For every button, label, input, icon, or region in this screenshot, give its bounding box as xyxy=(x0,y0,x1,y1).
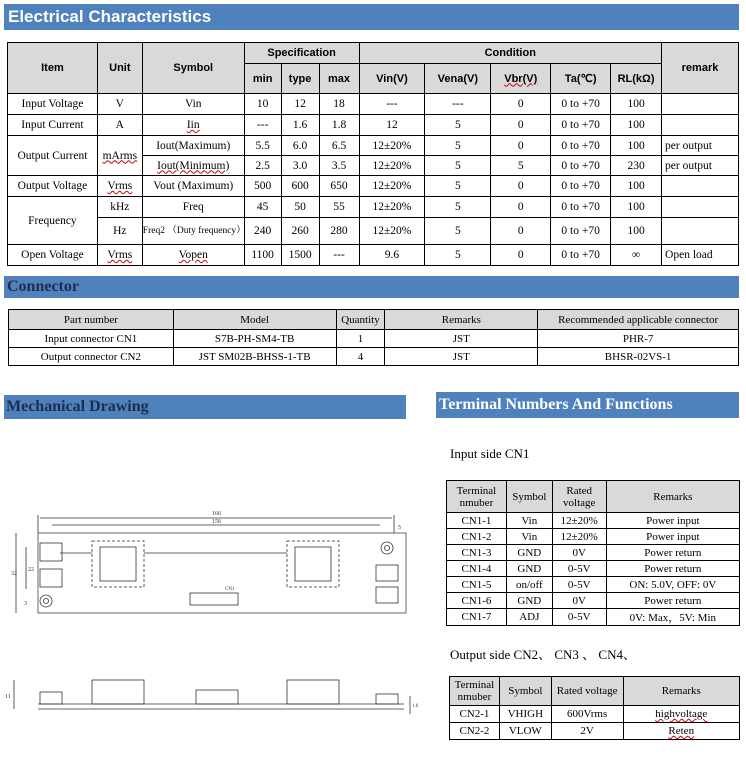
unit-cell: Vrms xyxy=(97,176,142,197)
table-row xyxy=(8,136,739,156)
electrical-characteristics-table xyxy=(7,42,739,266)
table-row xyxy=(447,593,740,609)
header-quantity: Quantity xyxy=(336,310,385,330)
header-min: min xyxy=(244,64,281,94)
header-type: type xyxy=(281,64,319,94)
header-recommended-connector: Recommended applicable connector xyxy=(538,310,739,330)
max-cell: 55 xyxy=(319,197,359,218)
vin-cell: --- xyxy=(359,94,425,115)
rl-cell: 100 xyxy=(611,136,662,156)
cn1-label: CN1 xyxy=(225,587,235,592)
vin-cell: 12±20% xyxy=(359,136,425,156)
item-cell: Input Current xyxy=(8,115,98,136)
model-cell: S7B-PH-SM4-TB xyxy=(173,330,336,348)
header-remarks: Remarks xyxy=(606,481,739,513)
voltage-cell: 0V xyxy=(552,545,606,561)
vbr-cell: 0 xyxy=(491,245,551,266)
terminal-cell: CN1-5 xyxy=(447,577,507,593)
table-row xyxy=(8,176,739,197)
table-row xyxy=(447,577,740,593)
vbr-cell: 5 xyxy=(491,156,551,176)
header-symbol: Symbol xyxy=(142,43,244,94)
vena-cell: 5 xyxy=(425,115,491,136)
terminal-cell: CN1-1 xyxy=(447,513,507,529)
remarks-cell: Power return xyxy=(606,545,739,561)
type-cell: 1.6 xyxy=(281,115,319,136)
output-terminal-table xyxy=(449,676,740,740)
terminal-functions-heading: Terminal Numbers And Functions xyxy=(436,392,739,418)
remarks-cell: Power input xyxy=(606,529,739,545)
max-cell: 650 xyxy=(319,176,359,197)
mechanical-drawing-heading: Mechanical Drawing xyxy=(4,395,406,419)
symbol-cell: Iout(Minimum) xyxy=(142,156,244,176)
remark-cell xyxy=(662,115,739,136)
vin-cell: 12±20% xyxy=(359,176,425,197)
table-row xyxy=(447,545,740,561)
header-symbol: Symbol xyxy=(506,481,552,513)
symbol-cell: Vin xyxy=(506,529,552,545)
rl-cell: 100 xyxy=(611,115,662,136)
remark-cell xyxy=(662,94,739,115)
remark-cell xyxy=(662,176,739,197)
header-max: max xyxy=(319,64,359,94)
voltage-cell: 0-5V xyxy=(552,561,606,577)
header-vin: Vin(V) xyxy=(359,64,425,94)
ta-cell: 0 to +70 xyxy=(551,245,611,266)
ta-cell: 0 to +70 xyxy=(551,218,611,245)
dim-156-label: 156 xyxy=(212,519,221,525)
vbr-cell: 0 xyxy=(491,218,551,245)
vbr-cell: 0 xyxy=(491,176,551,197)
header-unit: Unit xyxy=(97,43,142,94)
unit-cell: V xyxy=(97,94,142,115)
remarks-cell: 0V: Max，5V: Min xyxy=(606,609,739,626)
symbol-cell: Vin xyxy=(142,94,244,115)
output-side-caption: Output side CN2、 CN3 、 CN4、 xyxy=(450,647,636,662)
type-cell: 6.0 xyxy=(281,136,319,156)
header-rl: RL(kΩ) xyxy=(611,64,662,94)
remarks-cell: ON: 5.0V, OFF: 0V xyxy=(606,577,739,593)
voltage-cell: 600Vrms xyxy=(551,706,623,723)
vbr-cell: 0 xyxy=(491,94,551,115)
table-row xyxy=(8,115,739,136)
model-cell: JST SM02B-BHSS-1-TB xyxy=(173,348,336,366)
symbol-cell: Iout(Maximum) xyxy=(142,136,244,156)
vin-cell: 9.6 xyxy=(359,245,425,266)
rl-cell: 100 xyxy=(611,218,662,245)
type-cell: 600 xyxy=(281,176,319,197)
symbol-cell: Freq2 （Duty frequency） xyxy=(142,218,244,245)
dim-thickness-label: 1.6 xyxy=(412,704,419,709)
min-cell: --- xyxy=(244,115,281,136)
item-cell: Input Voltage xyxy=(8,94,98,115)
header-terminal-number: Terminal nmuber xyxy=(447,481,507,513)
mechanical-drawing-top-view xyxy=(0,505,420,635)
remarks-cell: Reten xyxy=(623,723,740,740)
symbol-cell: GND xyxy=(506,593,552,609)
terminal-cell: CN1-2 xyxy=(447,529,507,545)
table-row xyxy=(8,218,739,245)
min-cell: 10 xyxy=(244,94,281,115)
symbol-cell: Freq xyxy=(142,197,244,218)
vbr-cell: 0 xyxy=(491,197,551,218)
vena-cell: 5 xyxy=(425,176,491,197)
dim-32-label: 32 xyxy=(11,571,17,577)
input-side-caption: Input side CN1 xyxy=(450,446,530,461)
max-cell: 18 xyxy=(319,94,359,115)
dim-height-label: 11 xyxy=(5,694,11,700)
min-cell: 2.5 xyxy=(244,156,281,176)
table-row xyxy=(447,609,740,626)
table-row xyxy=(9,330,739,348)
min-cell: 1100 xyxy=(244,245,281,266)
type-cell: 50 xyxy=(281,197,319,218)
remarks-cell: JST xyxy=(385,330,538,348)
unit-cell: A xyxy=(97,115,142,136)
vena-cell: 5 xyxy=(425,136,491,156)
electrical-characteristics-heading: Electrical Characteristics xyxy=(4,4,739,30)
header-remarks: Remarks xyxy=(385,310,538,330)
part-number-cell: Output connector CN2 xyxy=(9,348,174,366)
remarks-cell: Power input xyxy=(606,513,739,529)
table-row xyxy=(8,94,739,115)
header-remarks: Remarks xyxy=(623,677,740,706)
min-cell: 45 xyxy=(244,197,281,218)
type-cell: 1500 xyxy=(281,245,319,266)
remark-cell: per output xyxy=(662,136,739,156)
ta-cell: 0 to +70 xyxy=(551,115,611,136)
ta-cell: 0 to +70 xyxy=(551,94,611,115)
rl-cell: 100 xyxy=(611,197,662,218)
header-rated-voltage: Rated voltage xyxy=(552,481,606,513)
remark-cell xyxy=(662,218,739,245)
header-model: Model xyxy=(173,310,336,330)
connector-cell: BHSR-02VS-1 xyxy=(538,348,739,366)
item-cell: Open Voltage xyxy=(8,245,98,266)
remark-cell: per output xyxy=(662,156,739,176)
table-row xyxy=(8,245,739,266)
header-item: Item xyxy=(8,43,98,94)
header-vbr: Vbr(V) xyxy=(491,64,551,94)
vena-cell: 5 xyxy=(425,156,491,176)
rl-cell: 100 xyxy=(611,176,662,197)
type-cell: 12 xyxy=(281,94,319,115)
dim-3-label: 3 xyxy=(24,601,27,607)
symbol-cell: Vopen xyxy=(142,245,244,266)
header-rated-voltage: Rated voltage xyxy=(551,677,623,706)
unit-cell: Vrms xyxy=(97,245,142,266)
max-cell: --- xyxy=(319,245,359,266)
voltage-cell: 0-5V xyxy=(552,577,606,593)
max-cell: 3.5 xyxy=(319,156,359,176)
type-cell: 260 xyxy=(281,218,319,245)
vbr-cell: 0 xyxy=(491,136,551,156)
symbol-cell: Iin xyxy=(142,115,244,136)
table-row xyxy=(447,529,740,545)
symbol-cell: on/off xyxy=(506,577,552,593)
remark-cell xyxy=(662,197,739,218)
part-number-cell: Input connector CN1 xyxy=(9,330,174,348)
ta-cell: 0 to +70 xyxy=(551,136,611,156)
header-condition: Condition xyxy=(359,43,662,64)
ta-cell: 0 to +70 xyxy=(551,156,611,176)
header-specification: Specification xyxy=(244,43,359,64)
vena-cell: 5 xyxy=(425,197,491,218)
unit-cell: mArms xyxy=(97,136,142,176)
header-part-number: Part number xyxy=(9,310,174,330)
ta-cell: 0 to +70 xyxy=(551,197,611,218)
vin-cell: 12±20% xyxy=(359,156,425,176)
header-vena: Vena(V) xyxy=(425,64,491,94)
symbol-cell: GND xyxy=(506,561,552,577)
remarks-cell: Power return xyxy=(606,593,739,609)
connector-table xyxy=(8,309,739,366)
table-row xyxy=(9,348,739,366)
header-ta: Ta(℃) xyxy=(551,64,611,94)
dim-22-label: 22 xyxy=(28,567,34,573)
min-cell: 500 xyxy=(244,176,281,197)
max-cell: 6.5 xyxy=(319,136,359,156)
terminal-cell: CN1-4 xyxy=(447,561,507,577)
header-remark: remark xyxy=(662,43,739,94)
voltage-cell: 12±20% xyxy=(552,513,606,529)
vena-cell: --- xyxy=(425,94,491,115)
voltage-cell: 0-5V xyxy=(552,609,606,626)
item-cell: Output Current xyxy=(8,136,98,176)
max-cell: 280 xyxy=(319,218,359,245)
terminal-cell: CN1-6 xyxy=(447,593,507,609)
unit-cell: Hz xyxy=(97,218,142,245)
symbol-cell: VHIGH xyxy=(499,706,551,723)
symbol-cell: VLOW xyxy=(499,723,551,740)
remarks-cell: Power return xyxy=(606,561,739,577)
table-row xyxy=(450,706,740,723)
vena-cell: 5 xyxy=(425,245,491,266)
connector-cell: PHR-7 xyxy=(538,330,739,348)
min-cell: 5.5 xyxy=(244,136,281,156)
type-cell: 3.0 xyxy=(281,156,319,176)
symbol-cell: ADJ xyxy=(506,609,552,626)
item-cell: Output Voltage xyxy=(8,176,98,197)
remarks-cell: JST xyxy=(385,348,538,366)
ta-cell: 0 to +70 xyxy=(551,176,611,197)
item-cell: Frequency xyxy=(8,197,98,245)
remark-cell: Open load xyxy=(662,245,739,266)
table-row xyxy=(447,561,740,577)
remarks-cell: highvoltage xyxy=(623,706,740,723)
mechanical-drawing-side-view xyxy=(0,672,420,722)
dim-5-label: 5 xyxy=(398,525,401,531)
min-cell: 240 xyxy=(244,218,281,245)
table-row xyxy=(447,513,740,529)
vin-cell: 12±20% xyxy=(359,218,425,245)
max-cell: 1.8 xyxy=(319,115,359,136)
terminal-cell: CN1-7 xyxy=(447,609,507,626)
vbr-cell: 0 xyxy=(491,115,551,136)
voltage-cell: 2V xyxy=(551,723,623,740)
rl-cell: 230 xyxy=(611,156,662,176)
input-terminal-table xyxy=(446,480,740,626)
voltage-cell: 12±20% xyxy=(552,529,606,545)
table-row xyxy=(8,197,739,218)
header-terminal-number: Terminal nmuber xyxy=(450,677,500,706)
header-symbol: Symbol xyxy=(499,677,551,706)
symbol-cell: GND xyxy=(506,545,552,561)
dim-166-label: 166 xyxy=(212,511,221,517)
terminal-cell: CN2-2 xyxy=(450,723,500,740)
unit-cell: kHz xyxy=(97,197,142,218)
symbol-cell: Vin xyxy=(506,513,552,529)
table-row xyxy=(450,723,740,740)
rl-cell: ∞ xyxy=(611,245,662,266)
quantity-cell: 1 xyxy=(336,330,385,348)
rl-cell: 100 xyxy=(611,94,662,115)
vin-cell: 12±20% xyxy=(359,197,425,218)
vena-cell: 5 xyxy=(425,218,491,245)
terminal-cell: CN1-3 xyxy=(447,545,507,561)
voltage-cell: 0V xyxy=(552,593,606,609)
quantity-cell: 4 xyxy=(336,348,385,366)
symbol-cell: Vout (Maximum) xyxy=(142,176,244,197)
connector-heading: Connector xyxy=(4,276,739,298)
terminal-cell: CN2-1 xyxy=(450,706,500,723)
vin-cell: 12 xyxy=(359,115,425,136)
